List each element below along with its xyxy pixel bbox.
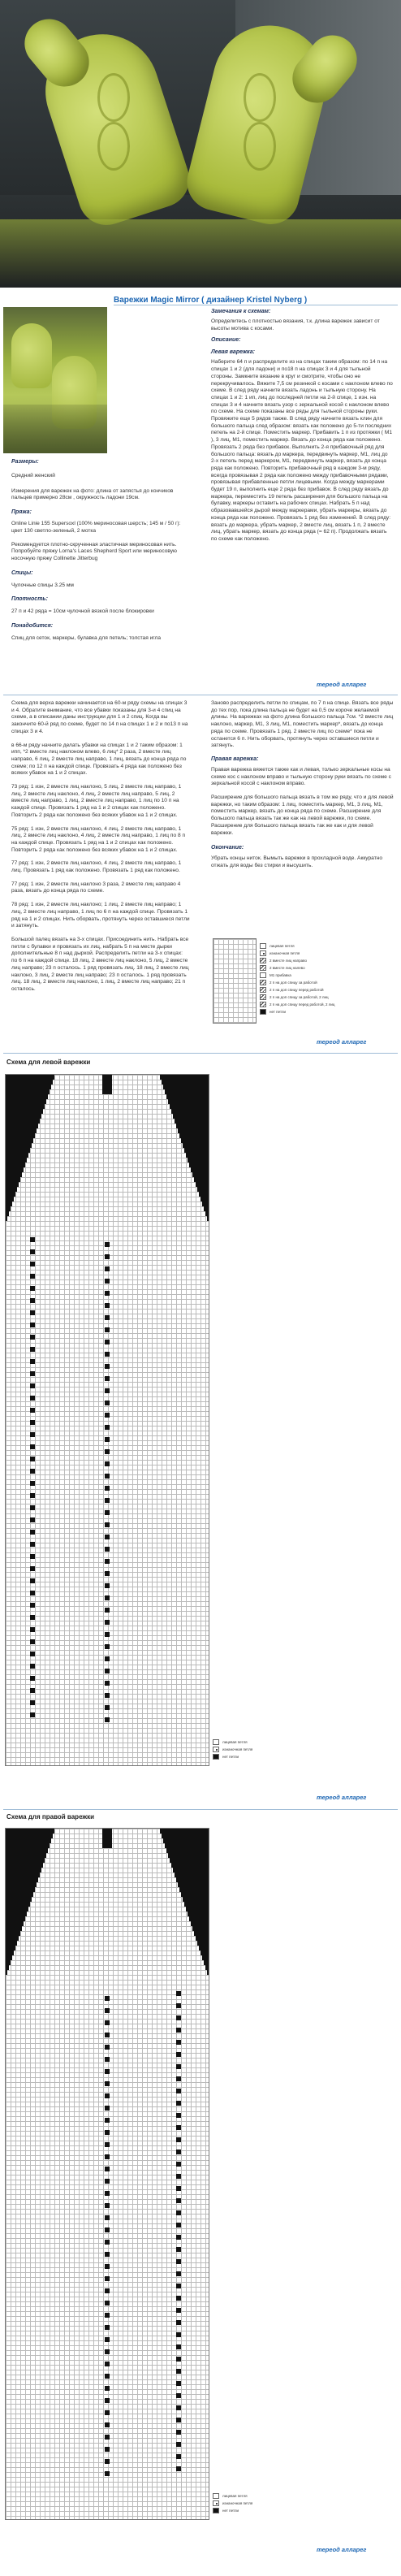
no-stitch-cell xyxy=(105,2349,110,2354)
legend-item xyxy=(260,950,365,957)
no-stitch-cell xyxy=(105,1510,110,1515)
no-stitch-cell xyxy=(105,1376,110,1381)
signature-4: тереод алларег xyxy=(317,2546,367,2553)
no-stitch-cell xyxy=(30,1652,35,1656)
description-heading: Описание: xyxy=(211,337,241,344)
no-stitch-cell xyxy=(30,1700,35,1705)
row75-text: 75 ряд: 1 изн, 2 вместе лиц наклоно, 4 лиц, 2 вместе лиц направо, 1 лиц, 2 вместе лиц наклоно, 4 лиц, 2 вместе лиц направо, 1 лиц по 8 п на каждой спице. Провязать 1 ряд на 1 и 2 спицах как положено. Повторить 2 ряда как положено без всяких убавок на 1 и 2 спицах. xyxy=(11,825,186,853)
no-stitch-cell xyxy=(102,1075,112,1094)
no-stitch-cell xyxy=(102,1829,112,1848)
legend-item xyxy=(260,986,365,994)
no-stitch-cell xyxy=(30,1335,35,1340)
no-stitch-cell xyxy=(176,2308,181,2313)
legend-label: нет петли xyxy=(269,1010,287,1014)
no-stitch-cell xyxy=(176,2344,181,2349)
legend-item xyxy=(260,964,365,972)
no-stitch-cell xyxy=(105,2459,110,2464)
legend-label: 2 п на доп спицу за работой, 2 лиц xyxy=(269,995,329,999)
no-stitch-cell xyxy=(105,2227,110,2232)
no-stitch-cell xyxy=(176,2064,181,2069)
legend-item xyxy=(260,957,365,964)
thumb-finish-text: Заново распределить петли по спицам, по 7 п на спице. Вязать все ряды до тех пор, пока длина пальца не будет на 0,5 см короче желаемой длины. На варежках на фото длина большого пальца 7см. *2 вместе лиц наклоно, маркер, М1, 3 лиц, М1, поместить маркер*, вязать до конца ряда по схеме. Провязать 1 ряд. 2 вместе лиц по схеме* пока не останется 6 п. Нить оборвать, протянуть через оставшиеся петли и затянуть. xyxy=(211,700,394,749)
section-divider-2 xyxy=(3,1053,398,1054)
row73-text: 73 ряд: 1 изн, 2 вместе лиц наклоно, 5 лиц, 2 вместе лиц направо, 1 лиц, 2 вместе лиц наклоно, 4 лиц, 2 вместе лиц направо, 5 лиц, 2 вместе лиц направо, 1 лиц, 2 вместе лиц направо, 1 лиц по 10 п на каждой спице. Провязать 1 ряд на 1 и 2 спицах как положено. Повторить 2 ряда как положено без всяких убавок на 1 и 2 спицах. xyxy=(11,784,182,818)
no-stitch-cell xyxy=(105,1583,110,1588)
right-column xyxy=(211,309,394,543)
finish-text: Убрать концы ниток. Вымыть варежки в прохладной воде. Аккуратно отжать для воды без стирки и высушить. xyxy=(211,855,383,868)
no-stitch-cell xyxy=(105,1437,110,1442)
no-stitch-cell xyxy=(176,2320,181,2325)
no-stitch-cell xyxy=(30,1481,35,1486)
no-stitch-cell xyxy=(105,1681,110,1686)
no-stitch-cell xyxy=(105,2167,110,2171)
no-stitch-icon xyxy=(213,1754,219,1760)
no-stitch-cell xyxy=(105,1620,110,1625)
right-mitten-text: Правая варежка вяжется также как и левая, только зеркальные косы на схеме кос с наклоном вправо и тыльную сторону руки вязать по схеме с зеркальной косой с наклоном вправо. xyxy=(211,766,391,787)
signature-2: тереод алларег xyxy=(317,1038,367,1046)
row78-text: 78 ряд: 1 изн, 2 вместе лиц наклоно; 1 лиц, 2 вместе лиц направо; 1 лиц, 2 вместе лиц направо, 1 лиц по 6 п на каждой спице. Провязать 1 ряд на 1 и 2 спицах. Нить оборвать, протянуть через оставшиеся петли и затянуть. xyxy=(11,902,190,929)
no-stitch-cell xyxy=(105,2045,110,2050)
lower-left-column xyxy=(11,700,190,994)
chart-legend xyxy=(260,942,365,1015)
legend-item xyxy=(260,1008,365,1015)
right-chart-title: Схема для правой варежки xyxy=(6,1813,94,1821)
no-stitch-cell xyxy=(30,1359,35,1364)
legend-label: нет петли xyxy=(222,2509,239,2513)
no-stitch-cell xyxy=(176,2003,181,2008)
no-stitch-cell xyxy=(176,2405,181,2410)
no-stitch-cell xyxy=(105,1327,110,1332)
no-stitch-cell xyxy=(30,1371,35,1376)
no-stitch-cell xyxy=(30,1432,35,1437)
dot-cell-icon xyxy=(213,2500,219,2506)
legend-label: изнаночная петля xyxy=(222,2501,253,2505)
no-stitch-cell xyxy=(105,2118,110,2123)
legend-item xyxy=(213,1753,310,1760)
legend-label: 2 вместе лиц направо xyxy=(269,959,307,963)
no-stitch-cell xyxy=(176,2442,181,2447)
no-stitch-cell xyxy=(30,1639,35,1644)
no-stitch-cell xyxy=(105,1608,110,1613)
legend-label: 2 п на доп спицу за работой xyxy=(269,981,317,985)
no-stitch-cell xyxy=(176,2052,181,2057)
extras-heading: Понадобится: xyxy=(11,623,54,630)
no-stitch-cell xyxy=(30,1237,35,1242)
gauge-heading: Плотность: xyxy=(11,596,48,603)
dot-cell-icon xyxy=(213,1747,219,1752)
thumb-text: Большой палец вязать на 3-х спицах. Присоединить нить. Набрать все петли с булавки и провязать их лиц, набрать 5 п на месте дырки дополнительные 8 п над дыркой. Распределить петли на 3-х спицах: по 6 п на каждой спице. 18 лиц, 2 вместе лиц наклоно, 5 лиц, 2 вместе лиц направо; 23 п осталось. 1 ряд провязать лиц. 18 лиц, 2 вместе лиц наклоно, 3 лиц, 2 вместе лиц направо; 23 п осталось. 1 ряд провязать лиц. 18 лиц, 2 вместе лиц наклоно, 1 лиц, 2 вместе лиц направо; 21 п осталось. xyxy=(11,936,189,992)
no-stitch-cell xyxy=(30,1542,35,1547)
no-stitch-cell xyxy=(105,1693,110,1698)
cable-chart-small xyxy=(213,938,257,1024)
right-slant-icon xyxy=(260,958,266,963)
no-stitch-cell xyxy=(207,1216,209,1221)
left-column xyxy=(11,459,190,643)
no-stitch-cell xyxy=(30,1554,35,1559)
no-stitch-cell xyxy=(105,2471,110,2476)
no-stitch-cell xyxy=(105,1498,110,1503)
cable-left2-icon xyxy=(260,1002,266,1007)
no-stitch-cell xyxy=(105,2020,110,2025)
no-stitch-cell xyxy=(105,2264,110,2269)
no-stitch-cell xyxy=(30,1457,35,1461)
legend-item xyxy=(213,2500,310,2507)
no-stitch-cell xyxy=(105,1303,110,1308)
no-stitch-cell xyxy=(176,2113,181,2118)
no-stitch-cell xyxy=(176,2223,181,2227)
no-stitch-cell xyxy=(176,2466,181,2471)
gauge-text: 27 п и 42 ряда = 10см чулочной вязкой после блокировки xyxy=(11,608,154,615)
legend-item xyxy=(260,1001,365,1008)
mittens-photo xyxy=(3,307,107,453)
no-stitch-cell xyxy=(176,2125,181,2130)
no-stitch-cell xyxy=(30,1310,35,1315)
notes-text: Определитесь с плотностью вязания, т.к. длина варежек зависит от высоты мотива с косами. xyxy=(211,318,380,331)
no-stitch-cell xyxy=(105,1425,110,1430)
legend-item xyxy=(213,2507,310,2514)
no-stitch-cell xyxy=(105,1254,110,1259)
signature-3: тереод алларег xyxy=(317,1794,367,1801)
no-stitch-cell xyxy=(176,2247,181,2252)
page-title: Варежки Magic Mirror ( дизайнер Kristel Nyberg ) xyxy=(114,296,308,305)
no-stitch-cell xyxy=(30,1615,35,1620)
right-mitten-heading: Правая варежка: xyxy=(211,755,259,762)
no-stitch-cell xyxy=(105,2252,110,2257)
no-stitch-cell xyxy=(105,2069,110,2074)
legend-label: изнаночная петля xyxy=(269,951,300,955)
no-stitch-cell xyxy=(176,2076,181,2081)
no-stitch-cell xyxy=(176,2174,181,2179)
no-stitch-cell xyxy=(176,2235,181,2240)
sizes-text: Средний женский xyxy=(11,473,55,478)
legend-label: лицевая петля xyxy=(222,1740,248,1744)
no-stitch-cell xyxy=(105,1522,110,1527)
left-mitten-text: Наберите 64 п и распределите из на спицах таким образом: по 14 п на спицах 1 и 2 (для ладони) и по18 п на спицах 3 и 4 для тыльной стороны. Замкните вязание в круг и смотрите, чтобы оно не перекручивалось. Вяжите 7,5 см резинкой с косами с наклоном влево по схеме. В след ряду начните вязать ладонь и тыльную сторону. На спицах 1 и 2: 1 ип, лиц до последней петли на 2-й спице, 1 изн. на спицах 3 и 4 начните вязать узор с зеркальной косой с наклоном влево по схеме. На схеме показаны все ряды для тыльной стороны руки. Провяжите еще 5 рядов также. В след ряду начните вязать клин для большого пальца след образом: вязать как положено до 5-ти последних петель на 2-й спице. Поместить маркер. Прибавить 1 п из протяжки ( М1 ), 3 лиц, М1, поместить маркер. Вязать до конца ряда как положено. Провязать 2 ряда без прибавок. Выполнить 2-я прибавочный ряд для большого пальца: вязать до маркера, передвинуть маркер, М1, лиц до 2-х петель перед маркером, М1, передвинуть маркер, вязать до конца ряда как положено. Повторить прибавочный ряд в каждом 3-м ряду, всегда провязывая 2 ряда как положено между прибавочными рядами, провязывая прибавленные петли лицевыми. Когда между маркерами будет 19 п, выполнить еще 2 ряда без прибавок. В след ряду вязать до маркера, переместить 19 петель расширения для большого пальца на булавку, маркеры оставить на рабочих спицах. Набрать 5 п над образовавшейся дырой между маркерами, убрать маркеры, вязать до конца ряда как положено. Провязать 1 ряд без изменений. В след ряду: вязать до маркера, убрать маркер, 2 вместе лиц, вязать 1 п, 2 вместе лиц, убрать маркер, вязать до конца ряда (= 62 п). Продолжать вязать по схеме как положено. xyxy=(211,359,393,542)
row66-text: в 66-м ряду начните делать убавки на спицах 1 и 2 таким образом: 1 ипп, *2 вместе лиц наклоном влево, 6 лиц* 2 раза, 2 вместе лиц направо, 6 лиц, 2 вместе лиц направо, 1 лиц, вязать до конца ряда по схеме; по 12 п на каждой спице. Провязать 4 ряда как положено без всяких убавок на 1 и 2 спицах. xyxy=(11,742,187,777)
no-stitch-cell xyxy=(30,1676,35,1681)
no-stitch-cell xyxy=(105,2447,110,2452)
blank-cell-icon xyxy=(213,1739,219,1745)
no-stitch-cell xyxy=(105,1717,110,1722)
no-stitch-cell xyxy=(105,2398,110,2403)
no-stitch-cell xyxy=(105,1486,110,1491)
no-stitch-cell xyxy=(105,1705,110,1710)
no-stitch-cell xyxy=(30,1603,35,1608)
no-stitch-cell xyxy=(105,2325,110,2330)
row77b-text: 77 ряд: 1 изн, 2 вместе лиц наклоно 3 раза, 2 вместе лиц направо 4 раза, вязать до конца ряда по схеме. xyxy=(11,881,181,894)
no-stitch-cell xyxy=(105,1571,110,1576)
needles-heading: Спицы: xyxy=(11,569,33,576)
no-stitch-cell xyxy=(105,1449,110,1454)
legend-label: нет петли xyxy=(222,1755,239,1759)
no-stitch-cell xyxy=(30,1262,35,1266)
legend-label: 2 п на доп спицу перед работой, 2 лиц xyxy=(269,1002,335,1007)
no-stitch-cell xyxy=(30,1493,35,1498)
no-stitch-cell xyxy=(30,1420,35,1425)
legend-label: лицевая петля xyxy=(222,2494,248,2498)
no-stitch-cell xyxy=(105,2033,110,2037)
blank-cell-icon xyxy=(213,2493,219,2499)
no-stitch-cell xyxy=(30,1505,35,1510)
no-stitch-cell xyxy=(176,1991,181,1996)
legend-label: М1 прибавка xyxy=(269,973,291,977)
no-stitch-cell xyxy=(6,1970,7,1975)
no-stitch-cell xyxy=(105,1242,110,1247)
legend-item xyxy=(260,979,365,986)
no-stitch-cell xyxy=(105,2422,110,2427)
no-stitch-cell xyxy=(105,1364,110,1369)
extras-text: Спиц для сеток, маркеры, булавка для петель; толстая игла xyxy=(11,635,162,642)
upper-chart-text: Схема для верха варежки начинается на 60-м ряду схемы на спицах 3 и 4. Обратите внимание, что все убавки показаны для 3-и 4 спиц на схеме, а в описании даны инструкции для 1 и 2 спиц. Когда вы закончите 60-й ряд по схеме, будет по 14 п на спицах 1 и 2 и по13 п на спицах 3 и 4. xyxy=(11,700,188,734)
no-stitch-cell xyxy=(105,2288,110,2293)
no-stitch-cell xyxy=(105,1413,110,1418)
no-stitch-cell xyxy=(30,1627,35,1632)
no-stitch-cell xyxy=(105,1474,110,1478)
right-thumb-text: Расширение для большого пальца вязать в том же ряду, что и для левой варежки, но таким образом: 1 лиц, поместить маркер, М1, 3 лиц, М1, поместить маркер, вязать до конца ряда по схеме. Расширение для большого пальца вязать так же как на левой варежке, по схеме. Расширение для большого пальца вязать так же как и для левой варежки. xyxy=(211,794,394,836)
no-stitch-cell xyxy=(30,1396,35,1401)
no-stitch-cell xyxy=(30,1383,35,1388)
no-stitch-cell xyxy=(30,1530,35,1535)
sizes-heading: Размеры: xyxy=(11,459,39,465)
no-stitch-cell xyxy=(105,2313,110,2318)
no-stitch-cell xyxy=(105,1595,110,1600)
cable-right2-icon xyxy=(260,994,266,1000)
no-stitch-cell xyxy=(105,2130,110,2135)
no-stitch-cell xyxy=(176,2137,181,2142)
no-stitch-cell xyxy=(105,2008,110,2013)
legend-label: 2 вместе лиц налево xyxy=(269,966,305,970)
no-stitch-cell xyxy=(105,1388,110,1393)
no-stitch-cell xyxy=(176,2089,181,2093)
left-chart-legend xyxy=(213,1738,310,1760)
right-mitten-chart xyxy=(5,1828,209,2520)
left-chart-title: Схема для левой варежки xyxy=(6,1059,91,1066)
no-stitch-cell xyxy=(105,1315,110,1320)
no-stitch-cell xyxy=(105,1401,110,1405)
no-stitch-cell xyxy=(105,2057,110,2062)
right-chart-legend xyxy=(213,2492,310,2514)
no-stitch-cell xyxy=(176,2418,181,2422)
hero-photo xyxy=(0,0,401,288)
cable-left-icon xyxy=(260,987,266,993)
no-stitch-cell xyxy=(30,1712,35,1717)
no-stitch-cell xyxy=(176,2393,181,2398)
no-stitch-cell xyxy=(105,2191,110,2196)
no-stitch-cell xyxy=(176,2015,181,2020)
no-stitch-cell xyxy=(30,1578,35,1583)
left-mitten-chart xyxy=(5,1074,209,1766)
no-stitch-icon xyxy=(260,1009,266,1015)
no-stitch-cell xyxy=(105,1644,110,1649)
yarn-text: Online Linie 155 Supersoxl (100% мериносовая шерсть; 145 м / 50 г): цвет 130 светло-зеленый, 2 мотка xyxy=(11,521,181,534)
no-stitch-cell xyxy=(6,1216,7,1221)
left-slant-icon xyxy=(260,965,266,971)
legend-label: 2 п на доп спицу перед работой xyxy=(269,988,324,992)
no-stitch-cell xyxy=(176,2040,181,2045)
legend-label: изнаночная петля xyxy=(222,1747,253,1751)
no-stitch-cell xyxy=(105,1559,110,1564)
no-stitch-cell xyxy=(30,1286,35,1291)
no-stitch-cell xyxy=(105,1656,110,1661)
no-stitch-cell xyxy=(105,2374,110,2379)
no-stitch-cell xyxy=(30,1444,35,1449)
cable-right-icon xyxy=(260,980,266,985)
no-stitch-cell xyxy=(176,2186,181,2191)
blank-cell-icon xyxy=(260,943,266,949)
no-stitch-cell xyxy=(176,2198,181,2203)
no-stitch-cell xyxy=(176,2259,181,2264)
legend-label: лицевая петля xyxy=(269,944,295,948)
no-stitch-cell xyxy=(105,2410,110,2415)
no-stitch-cell xyxy=(105,2093,110,2098)
no-stitch-cell xyxy=(30,1408,35,1413)
no-stitch-cell xyxy=(30,1298,35,1303)
no-stitch-cell xyxy=(176,2028,181,2033)
needles-text: Чулочные спицы 3.25 мм xyxy=(11,582,74,588)
no-stitch-cell xyxy=(207,1970,209,1975)
no-stitch-cell xyxy=(176,2454,181,2459)
m1-icon xyxy=(260,972,266,978)
no-stitch-cell xyxy=(105,2362,110,2366)
measure-text: Измерения для варежек на фото: длина от запястья до кончиков пальцев примерно 28см , окружность ладони 19см. xyxy=(11,487,174,501)
no-stitch-cell xyxy=(176,2296,181,2301)
no-stitch-cell xyxy=(105,1547,110,1552)
section-divider-3 xyxy=(3,1809,398,1810)
no-stitch-cell xyxy=(105,1996,110,2001)
no-stitch-cell xyxy=(30,1469,35,1474)
no-stitch-cell xyxy=(105,1632,110,1637)
no-stitch-cell xyxy=(105,2386,110,2391)
no-stitch-cell xyxy=(105,2154,110,2159)
no-stitch-cell xyxy=(30,1249,35,1254)
no-stitch-cell xyxy=(176,2162,181,2167)
no-stitch-cell xyxy=(176,2284,181,2288)
no-stitch-cell xyxy=(176,2430,181,2435)
no-stitch-cell xyxy=(176,2150,181,2154)
dot-cell-icon xyxy=(260,950,266,956)
no-stitch-cell xyxy=(105,2142,110,2147)
no-stitch-cell xyxy=(176,2369,181,2374)
no-stitch-cell xyxy=(176,2101,181,2106)
no-stitch-cell xyxy=(105,2301,110,2305)
notes-heading: Замечания к схемам: xyxy=(211,309,271,314)
lower-right-column xyxy=(211,700,394,870)
no-stitch-cell xyxy=(30,1323,35,1327)
legend-item xyxy=(260,972,365,979)
no-stitch-cell xyxy=(105,2106,110,2111)
no-stitch-cell xyxy=(30,1517,35,1522)
no-stitch-cell xyxy=(105,2240,110,2245)
row77a-text: 77 ряд: 1 изн, 2 вместе лиц наклоно, 4 лиц, 2 вместе лиц направо, 1 лиц. Провязать 1 ряд как положено. Провязать 1 ряд как положено. xyxy=(11,860,182,874)
legend-item xyxy=(260,942,365,950)
no-stitch-cell xyxy=(105,1461,110,1466)
no-stitch-cell xyxy=(176,2332,181,2337)
no-stitch-cell xyxy=(30,1591,35,1595)
yarn-heading: Пряжа: xyxy=(11,509,32,516)
no-stitch-cell xyxy=(105,2203,110,2208)
no-stitch-cell xyxy=(176,2271,181,2276)
no-stitch-cell xyxy=(105,1352,110,1357)
no-stitch-cell xyxy=(176,2381,181,2386)
no-stitch-cell xyxy=(105,2276,110,2281)
no-stitch-cell xyxy=(105,2435,110,2440)
no-stitch-cell xyxy=(105,1669,110,1673)
no-stitch-cell xyxy=(105,1535,110,1539)
no-stitch-cell xyxy=(30,1688,35,1693)
legend-item xyxy=(213,1738,310,1746)
no-stitch-cell xyxy=(105,2081,110,2086)
no-stitch-cell xyxy=(105,2215,110,2220)
legend-item xyxy=(213,2492,310,2500)
no-stitch-cell xyxy=(30,1664,35,1669)
no-stitch-cell xyxy=(105,2179,110,2184)
legend-item xyxy=(213,1746,310,1753)
no-stitch-cell xyxy=(30,1347,35,1352)
no-stitch-cell xyxy=(30,1274,35,1279)
no-stitch-icon xyxy=(213,2508,219,2513)
finish-heading: Окончание: xyxy=(211,845,244,851)
signature: тереод алларег xyxy=(317,681,367,688)
legend-item xyxy=(260,994,365,1001)
no-stitch-cell xyxy=(176,2210,181,2215)
no-stitch-cell xyxy=(105,1291,110,1296)
no-stitch-cell xyxy=(30,1566,35,1571)
no-stitch-cell xyxy=(105,1266,110,1271)
no-stitch-cell xyxy=(176,2357,181,2362)
no-stitch-cell xyxy=(105,2337,110,2342)
left-mitten-heading: Левая варежка: xyxy=(211,349,255,356)
yarn-note: Рекомендуется плотно-скрученная эластичная мериносовая нить. Попробуйте пряжу Lorna's Laces Shepherd Sport или мериносовую носочную пряжу Collinette Jitterbug xyxy=(11,541,177,561)
no-stitch-cell xyxy=(105,1340,110,1344)
no-stitch-cell xyxy=(105,1279,110,1284)
